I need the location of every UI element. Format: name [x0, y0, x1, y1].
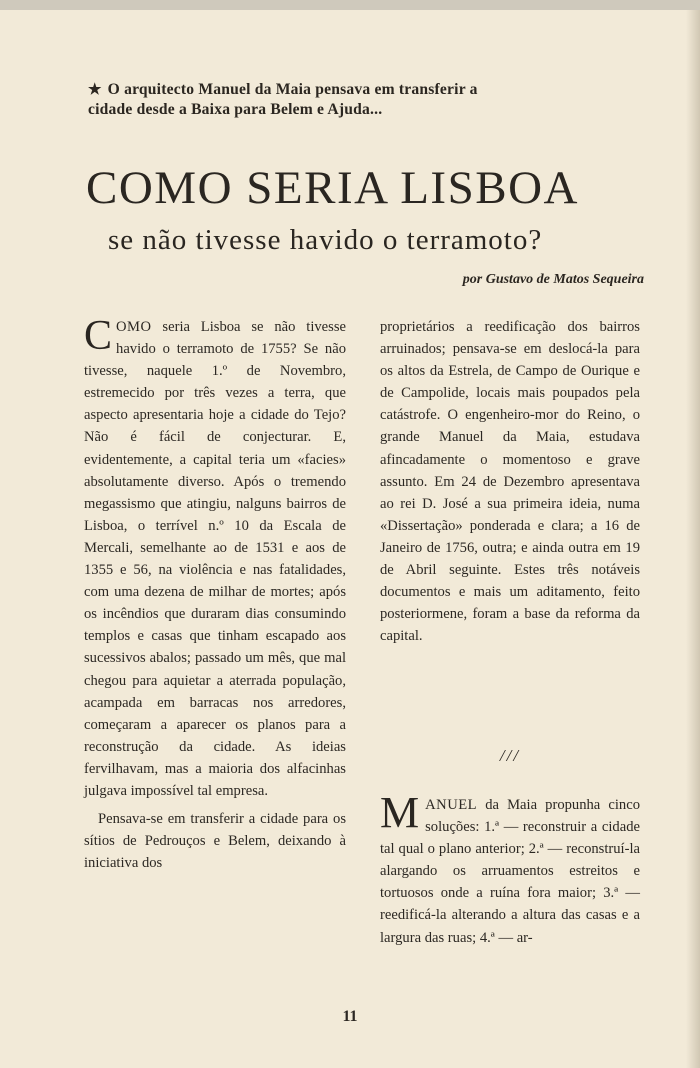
paragraph-text: da Maia propunha cinco soluções: 1.ª — reconstruir a cidade tal qual o plano anterior; 2.ª — reconstruí-la alargando os arruamentos estreitos e tortuosos onde a ruína fora maior; 3.ª — reedificá-la alterando a altura das casas e a largura das ruas; 4.ª — ar- [380, 797, 640, 946]
right-column-top [380, 316, 640, 647]
paragraph-text: seria Lisboa se não tivesse havido o terramoto de 1755? Se não tivesse, naquele 1.º de Novembro, estremecido por três vezes a terra, que aspecto apresentaria hoje a cidade do Tejo? Não é fácil de conjecturar. E, evidentemente, a capital teria um «facies» absolutamente diverso. Após o tremendo megassismo que atingiu, nalguns bairros de Lisboa, o terrível n.º 10 da Escala de Mercali, semelhante ao de 1531 e aos de 1355 e 56, na violência e nas fatalidades, com uma dezena de milhar de mortes; após os incêndios que duraram dias consumindo templos e casas que tinham escapado aos sucessivos abalos; passado um mês, que mal chegou para aquietar a aterrada população, acampada em barracas nos arredores, começaram a aparecer os planos para a reconstrução da cidade. As ideias fervilhavam, mas a maioria dos alfacinhas julgava impossível tal empresa. [84, 319, 346, 799]
right-paragraph-1: proprietários a reedificação dos bairros arruinados; pensava-se em deslocá-la para os altos da Estrela, de Campo de Ourique e de Campolide, locais mais poupados pela catástrofe. O engenheiro-mor do Reino, o grande Manuel da Maia, estudava afincadamente o momentoso e grave assunto. Em 24 de Dezembro apresentava ao rei D. José a sua primeira ideia, numa «Dissertação» ponderada e clara; a 16 de Janeiro de 1756, outra; e ainda outra em 19 de Abril seguinte. Estes três notáveis documentos e mais um aditamento, feito posteriormene, foram a base da reforma da capital. [380, 319, 640, 645]
lead-word: OMO [116, 319, 152, 335]
lead-word: ANUEL [425, 797, 478, 813]
article-kicker [88, 80, 488, 119]
article-subtitle: se não tivesse havido o terramoto? [108, 224, 543, 256]
right-paragraph-2 [380, 788, 640, 949]
kicker-text: O arquitecto Manuel da Maia pensava em transferir a cidade desde a Baixa para Belem e Ajuda... [88, 81, 478, 118]
left-paragraph-2: Pensava-se em transferir a cidade para os sítios de Pedrouços e Belem, deixando à iniciativa dos [84, 811, 346, 872]
article-title: COMO SERIA LISBOA [86, 162, 579, 214]
article-byline: por Gustavo de Matos Sequeira [462, 272, 644, 287]
page-number: 11 [342, 1008, 358, 1025]
star-icon: ★ [88, 82, 102, 98]
left-paragraph-1 [84, 313, 346, 802]
right-column-bottom [380, 788, 640, 949]
drop-cap: C [84, 313, 113, 359]
left-column [84, 313, 346, 874]
drop-cap: M [380, 788, 420, 837]
section-separator: /// [499, 746, 521, 765]
